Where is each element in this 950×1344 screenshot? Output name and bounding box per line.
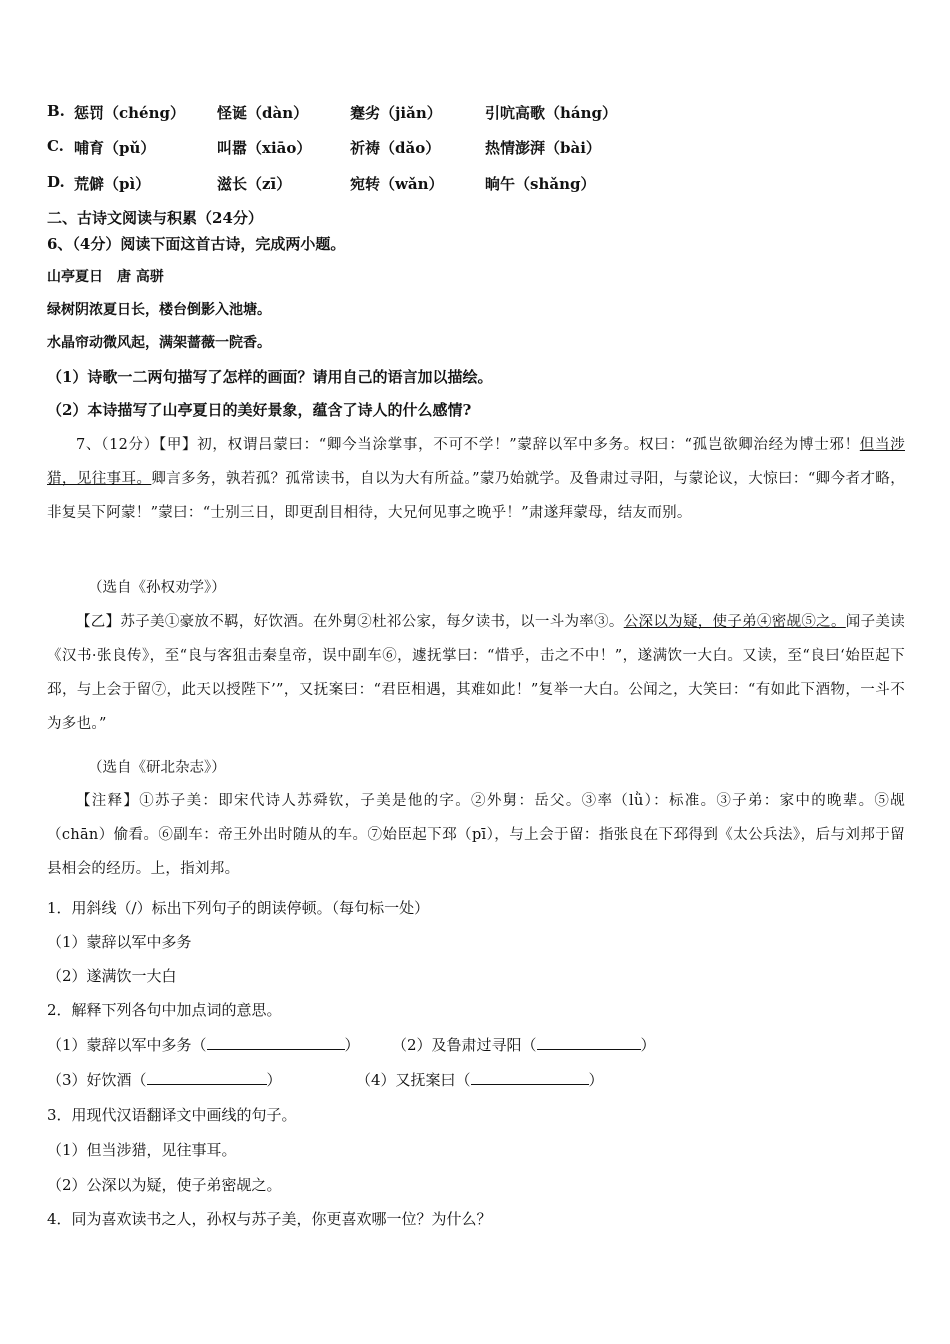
option-item: 滋长（zī）: [217, 175, 292, 193]
passage-yi: [47, 605, 905, 741]
option-item: 荒僻（pì）: [74, 175, 151, 193]
option-item: 宛转（wǎn）: [350, 175, 444, 193]
question-7-1a: （1）蒙辞以军中多务: [47, 933, 192, 951]
question-7-1: 1．用斜线（/）标出下列句子的朗读停顿。（每句标一处）: [47, 899, 430, 917]
option-item: 怪诞（dàn）: [217, 104, 309, 122]
question-text: （4）又抚案曰（: [356, 1071, 471, 1089]
question-text: （3）好饮酒（: [47, 1071, 147, 1089]
passage-source: （选自《研北杂志》）: [88, 760, 226, 776]
question-6-sub1: （1）诗歌一二两句描写了怎样的画面？请用自己的语言加以描绘。: [47, 368, 493, 386]
question-text: （1）蒙辞以军中多务（: [47, 1036, 207, 1054]
passage-text: 闻子美读《汉书·张良传》，至“良与客狙击秦皇帝，误中副车⑥，遽抚掌曰：“惜乎，击之不中！”，遂满饮一大白。又读，至“良曰‘始臣起下邳，与上会于留⑦，此天以授陛下’”，又抚案曰：“君臣相遇，其难如此！”复举一大白。公闻之，大笑曰：“有如此下酒物，一斗不为多也。”: [47, 614, 906, 732]
annotations: 【注释】①苏子美：即宋代诗人苏舜钦，子美是他的字。②外舅：岳父。③率（lǜ）：标准。③子弟：家中的晚辈。⑤觇（chān）偷看。⑥副车：帝王外出时随从的车。⑦始臣起下邳（pī），与上会于留：指张良在下邳得到《太公兵法》，后与刘邦于留县相会的经历。上，指刘邦。: [47, 793, 905, 877]
option-item: 蹇劣（jiǎn）: [350, 104, 442, 122]
poem-line: 水晶帘动微风起，满架蔷薇一院香。: [47, 335, 271, 351]
underlined-sentence: 但当涉猎，见往事耳。: [47, 437, 905, 487]
option-item: 引吭高歌（háng）: [485, 104, 618, 122]
paren: ）: [640, 1036, 656, 1054]
poem-title: 山亭夏日 唐 高骈: [47, 269, 164, 285]
question-7-2b: [392, 1035, 656, 1055]
question-7-2a: [47, 1035, 360, 1055]
question-text: （2）及鲁肃过寻阳（: [392, 1036, 537, 1054]
passage-text: 【乙】苏子美①豪放不羁，好饮酒。在外舅②杜祁公家，每夕读书，以一斗为率③。: [76, 614, 624, 630]
question-7-4: 4．同为喜欢读书之人，孙权与苏子美，你更喜欢哪一位？为什么？: [47, 1210, 492, 1228]
question-6-stem: 6、（4分）阅读下面这首古诗，完成两小题。: [47, 235, 346, 253]
question-7-3a: （1）但当涉猎，见往事耳。: [47, 1141, 237, 1159]
option-row-b: [47, 102, 907, 122]
passage-source: （选自《孙权劝学》）: [88, 580, 226, 596]
option-item: 惩罚（chéng）: [74, 104, 185, 122]
question-7-1b: （2）遂满饮一大白: [47, 967, 177, 985]
option-row-d: [47, 173, 907, 193]
question-7-2c: [47, 1070, 282, 1090]
paren: ）: [344, 1036, 360, 1054]
paren: ）: [266, 1071, 282, 1089]
underlined-sentence: 公深以为疑，使子弟④密觇⑤之。: [623, 614, 846, 630]
option-item: 叫嚣（xiāo）: [217, 139, 312, 157]
option-item: 热情澎湃（bài）: [485, 139, 601, 157]
passage-jia: [47, 428, 905, 530]
option-label: D.: [47, 173, 65, 191]
answer-blank[interactable]: [537, 1035, 641, 1050]
option-item: 哺育（pǔ）: [74, 139, 156, 157]
option-item: 晌午（shǎng）: [485, 175, 596, 193]
answer-blank[interactable]: [207, 1035, 345, 1050]
option-row-c: [47, 137, 907, 157]
question-7-3: 3．用现代汉语翻译文中画线的句子。: [47, 1106, 297, 1124]
question-7-2d: [356, 1070, 604, 1090]
option-label: B.: [47, 102, 65, 120]
answer-blank[interactable]: [471, 1070, 589, 1085]
poem-line: 绿树阴浓夏日长，楼台倒影入池塘。: [47, 302, 271, 318]
option-item: 祈祷（dǎo）: [350, 139, 441, 157]
paren: ）: [588, 1071, 604, 1089]
question-6-sub2: （2）本诗描写了山亭夏日的美好景象，蕴含了诗人的什么感情?: [47, 401, 472, 419]
passage-text: 7、（12分）【甲】初，权谓吕蒙曰：“卿今当涂掌事，不可不学！”蒙辞以军中多务。权曰：“孤岂欲卿治经为博士邪！: [76, 437, 860, 453]
option-label: C.: [47, 137, 64, 155]
question-7-3b: （2）公深以为疑，使子弟密觇之。: [47, 1176, 282, 1194]
question-7-2: 2．解释下列各句中加点词的意思。: [47, 1001, 282, 1019]
passage-text: 卿言多务，孰若孤？孤常读书，自以为大有所益。”蒙乃始就学。及鲁肃过寻阳，与蒙论议，大惊曰：“卿今者才略，非复吴下阿蒙！”蒙曰：“士别三日，即更刮目相待，大兄何见事之晚乎！”肃遂拜蒙母，结友而别。: [47, 471, 905, 521]
section-title: 二、古诗文阅读与积累（24分）: [47, 209, 263, 227]
answer-blank[interactable]: [147, 1070, 267, 1085]
